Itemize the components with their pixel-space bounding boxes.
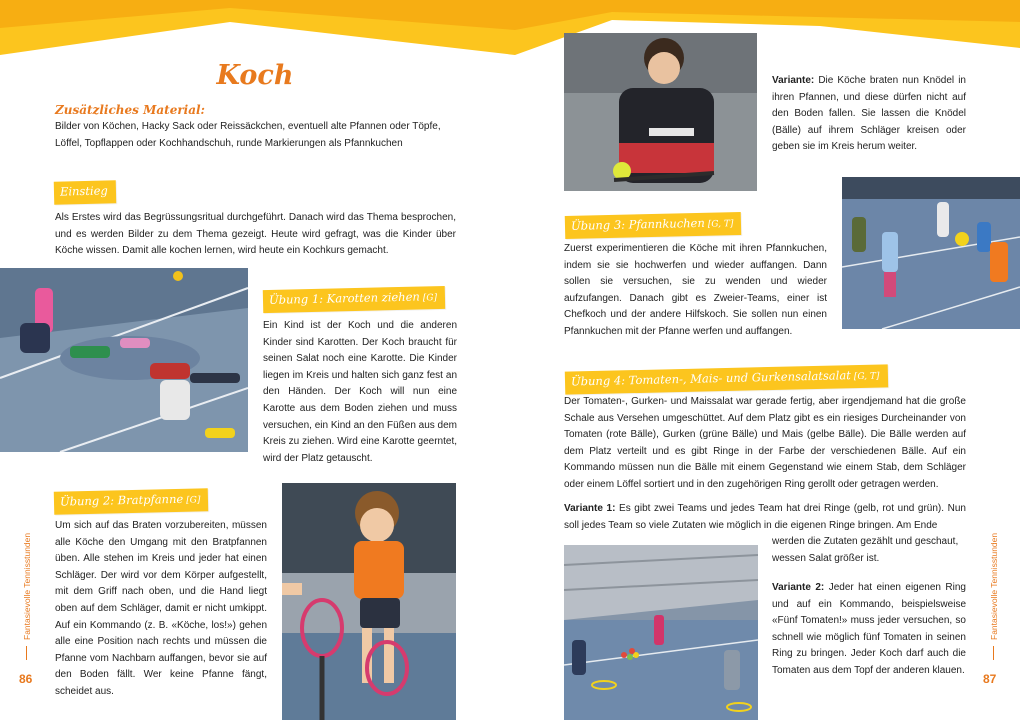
uebung2-label: Übung 2: Bratpfanne [G] [54, 488, 209, 514]
uebung1-label: Übung 1: Karotten ziehen [G] [263, 286, 446, 313]
material-text: Bilder von Köchen, Hacky Sack oder Reissäckchen, eventuell alte Pfannen oder Töpfe, Löffel, Topflappen oder Kochhandschuh, runde Markierungen als Pfannkuchen [55, 121, 441, 149]
variante1-text-cont: werden die Zutaten gezählt und geschaut, wessen Salat größer ist. [772, 536, 959, 564]
side-rule-right [993, 646, 994, 660]
side-label-left: Fantasievolle Tennisstunden [22, 532, 32, 640]
variante2-text: Variante 2: Jeder hat einen eigenen Ring und auf ein Kommando, beispielsweise «Fünf Tomaten!» muss jeder versuchen, so schnell wie möglich fünf Tomaten in seinen Ring zu bringen. Jeder Koch darf auch die Tomaten aus dem Topf der anderen klauen. [772, 582, 966, 676]
einstieg-label: Einstieg [54, 180, 116, 204]
einstieg-text: Als Erstes wird das Begrüssungsritual durchgeführt. Danach wird das Thema besprochen, und es werden Bilder zu dem Thema gezeigt. Heute wird gefragt, was die Kinder über Köche wissen. Damit alle kochen lernen, wird heute ein Kochkurs gemacht. [55, 212, 456, 257]
photo-karotten-ziehen [0, 268, 248, 452]
variante-top-text: Variante: Die Köche braten nun Knödel in ihren Pfannen, und diese dürfen nicht auf den Boden fallen. Sie lassen die Knödel (Bälle) auf ihrem Schläger kreisen oder geben sie im Kreis herum weiter. [772, 75, 966, 153]
uebung3-text: Zuerst experimentieren die Köche mit ihren Pfannkuchen, indem sie sie hochwerfen und wieder auffangen. Dann sollen sie versuchen, sie zu wenden und wieder aufzufangen. Danach gibt es Zweier-Teams, einer ist Chefkoch und der andere Hilfskoch. Sie sollen nun einen Pfannkuchen mit der Pfanne werfen und auffangen. [564, 243, 827, 337]
photo-salat [564, 545, 758, 720]
side-rule-left [26, 646, 27, 660]
uebung1-text: Ein Kind ist der Koch und die anderen Kinder sind Karotten. Der Koch braucht für seinen Salat noch eine Karotte. Die Kinder liegen im Kreis und halten sich ganz fest an den Händen. Der Koch will nun eine Karotte aus dem Boden ziehen und muss versuchen, ein Kind an den Füßen aus dem Kreis zu ziehen. Wird eine Karotte geerntet, wird der Platz getauscht. [263, 320, 458, 464]
uebung2-text: Um sich auf das Braten vorzubereiten, müssen alle Köche den Umgang mit den Bratpfannen üben. Alle stehen im Kreis und jeder hat einen Schläger. Der wird vor dem Körper aufgestellt, mit dem Griff nach oben, und die Hand liegt oben auf dem Schläger, damit er nicht umkippt. Auf ein Kommando (z. B. «Köche, los!») gehen alle eine Position nach rechts und müssen die Pfanne vom Nachbarn auffangen, bevor sie auf den Boden fällt. Wer keine Pfanne fängt, scheidet aus. [55, 520, 267, 697]
page-number-left: 86 [19, 672, 33, 686]
photo-bratpfanne [282, 483, 456, 720]
header-banner [0, 0, 1020, 60]
material-heading: Zusätzliches Material: [55, 103, 205, 117]
side-label-right: Fantasievolle Tennisstunden [989, 532, 999, 640]
uebung4-label: Übung 4: Tomaten-, Mais- und Gurkensalatsalat [G, T] [565, 364, 888, 394]
uebung3-label: Übung 3: Pfannkuchen [G, T] [565, 212, 742, 239]
page-number-right: 87 [983, 672, 997, 686]
photo-knoedel [564, 33, 757, 191]
uebung4-text: Der Tomaten-, Gurken- und Maissalat war gerade fertig, aber irgendjemand hat die große Schale aus Versehen umgeschüttet. Auf dem Platz gibt es ein riesiges Durcheinander von Tomaten (rote Bälle), Gurken (grüne Bälle) und Mais (gelbe Bälle). Die Bälle werden auf dem Platz verteilt und es gibt Ringe in der Farbe der verschiedenen Bälle. Auf ein Kommando müssen nun die Bälle mit einem Gegenstand wie einem Stab, dem Schläger oder einem Löffel sortiert und in den zugehörigen Ring gerollt oder getragen werden. [564, 396, 966, 490]
photo-pfannkuchen [842, 177, 1020, 329]
variante1-text: Variante 1: Es gibt zwei Teams und jedes Team hat drei Ringe (gelb, rot und grün). Nun soll jedes Team so viele Zutaten wie möglich in die eigenen Ringe bringen. Am Ende [564, 503, 966, 531]
page-title: Koch [216, 60, 294, 91]
